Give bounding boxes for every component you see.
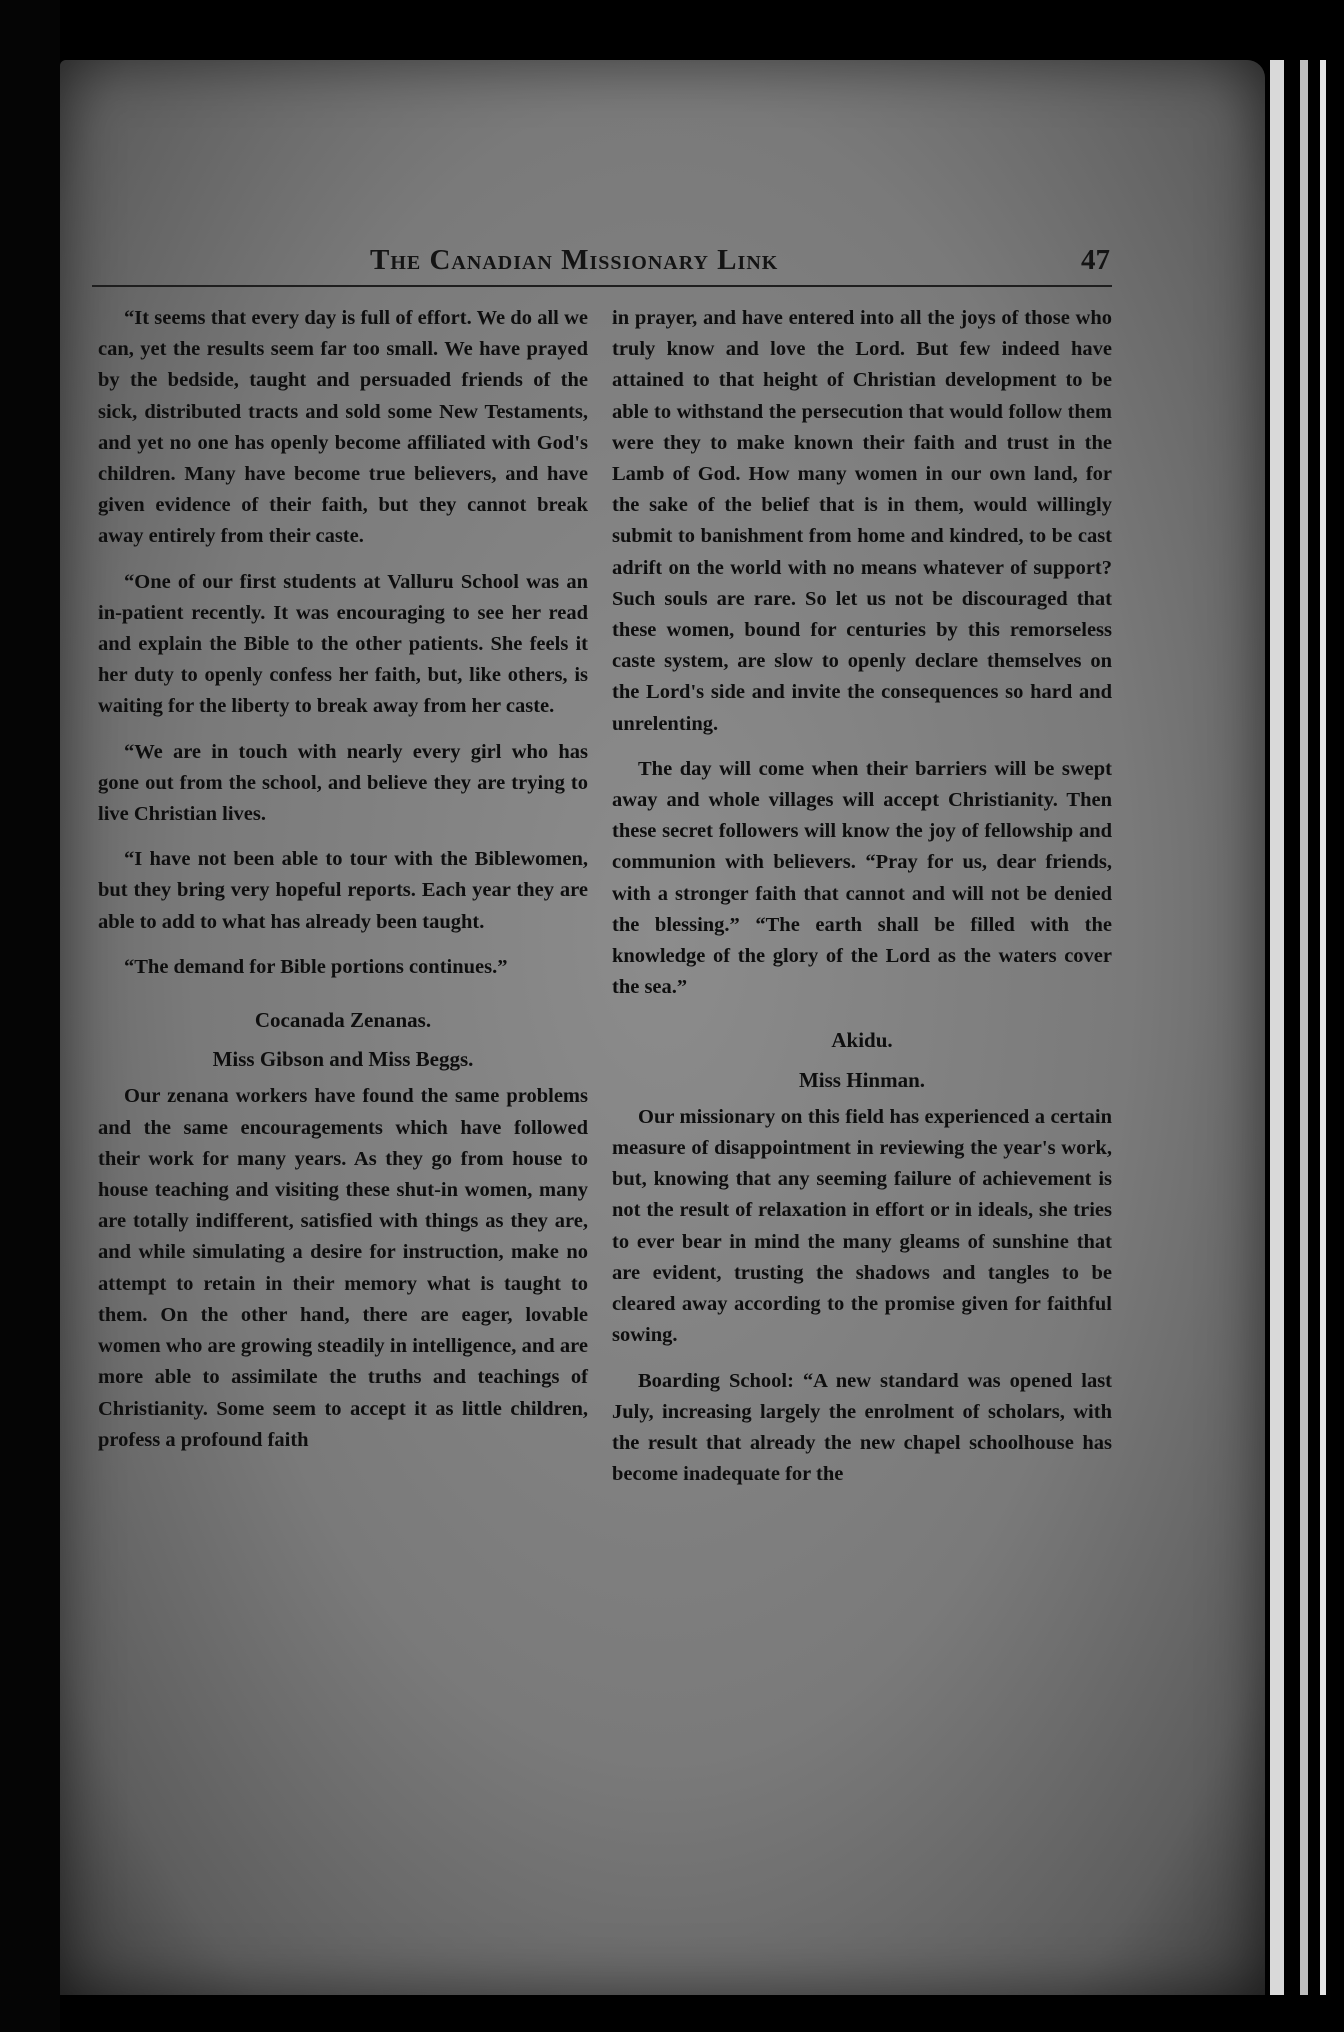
page-edge-strip [1300, 60, 1308, 1995]
running-header [100, 244, 1110, 284]
section-byline: Miss Hinman. [798, 1067, 926, 1092]
paragraph: “The demand for Bible portions continues.” [124, 955, 508, 978]
header-rule [92, 285, 1112, 287]
paragraph: Our zenana workers have found the same problems and the same encouragements which have followed their work for many years. As they go from house to house teaching and visiting these shut-in women, many are totally indifferent, satisfied with things as they are, and while simulating a desire for instruction, make no attempt to retain in their memory what is taught to them. On the other hand, there are eager, lovable women who are growing steadily in intelligence, and are more able to assimilate the truths and teachings of Christianity. Some seem to accept it as little children, profess a profound faith [98, 1085, 588, 1451]
section-heading: Cocanada Zenanas. [254, 1008, 432, 1033]
page-edge-strip [1270, 60, 1284, 1995]
paragraph: in prayer, and have entered into all the joys of those who truly know and love the Lord. But few indeed have attained to that height of Christian development to be able to withstand the persecution that would follow them were they to make known their faith and trust in the Lamb of God. How many women in our own land, for the sake of the belief that is in them, would willingly submit to banishment from home and kindred, to be cast adrift on the world with no means whatever of support? Such souls are rare. So let us not be discouraged that these women, bound for centuries by this remorseless caste system, are slow to openly declare themselves on the Lord's side and invite the consequences so hard and unrelenting. [612, 307, 1112, 735]
paragraph: Our missionary on this field has experienced a certain measure of disappointment in reviewing the year's work, but, knowing that any seeming failure of achievement is not the result of relaxation in effort or in ideals, she tries to ever bear in mind the many gleams of sunshine that are evident, trusting the shadows and tangles to be cleared away according to the promise given for faithful sowing. [612, 1105, 1112, 1347]
left-column [98, 303, 588, 1470]
paragraph: “I have not been able to tour with the Biblewomen, but they bring very hopeful reports. Each year they are able to add to what has already been taught. [98, 848, 588, 933]
paragraph: “We are in touch with nearly every girl who has gone out from the school, and believe they are trying to live Christian lives. [98, 740, 588, 826]
paragraph: Boarding School: “A new standard was opened last July, increasing largely the enrolment of scholars, with the result that already the new chapel schoolhouse has become inadequate for the [612, 1369, 1112, 1486]
paragraph: The day will come when their barriers will be swept away and whole villages will accept Christianity. Then these secret followers will know the joy of fellowship and communion with believers. “Pray for us, dear friends, with a stronger faith that cannot and will not be denied the blessing.” “The earth shall be filled with the knowledge of the glory of the Lord as the waters cover the sea.” [612, 757, 1112, 999]
right-column [612, 303, 1112, 1504]
paragraph: “It seems that every day is full of effort. We do all we can, yet the results seem far too small. We have prayed by the bedside, taught and persuaded friends of the sick, distributed tracts and sold some New Testaments, and yet no one has openly become affiliated with God's children. Many have become true believers, and have given evidence of their faith, but they cannot break away entirely from their caste. [98, 307, 588, 548]
page-number: 47 [1081, 244, 1110, 276]
journal-title: The Canadian Missionary Link [370, 244, 779, 276]
paragraph: “One of our first students at Valluru School was an in-patient recently. It was encouraging to see her read and explain the Bible to the other patients. She feels it her duty to openly confess her faith, but, like others, is waiting for the liberty to break away from her caste. [98, 570, 588, 718]
section-heading: Akidu. [831, 1028, 893, 1053]
section-byline: Miss Gibson and Miss Beggs. [212, 1047, 474, 1072]
page-edge-strip [1320, 60, 1326, 1995]
scan-border [0, 0, 60, 2032]
